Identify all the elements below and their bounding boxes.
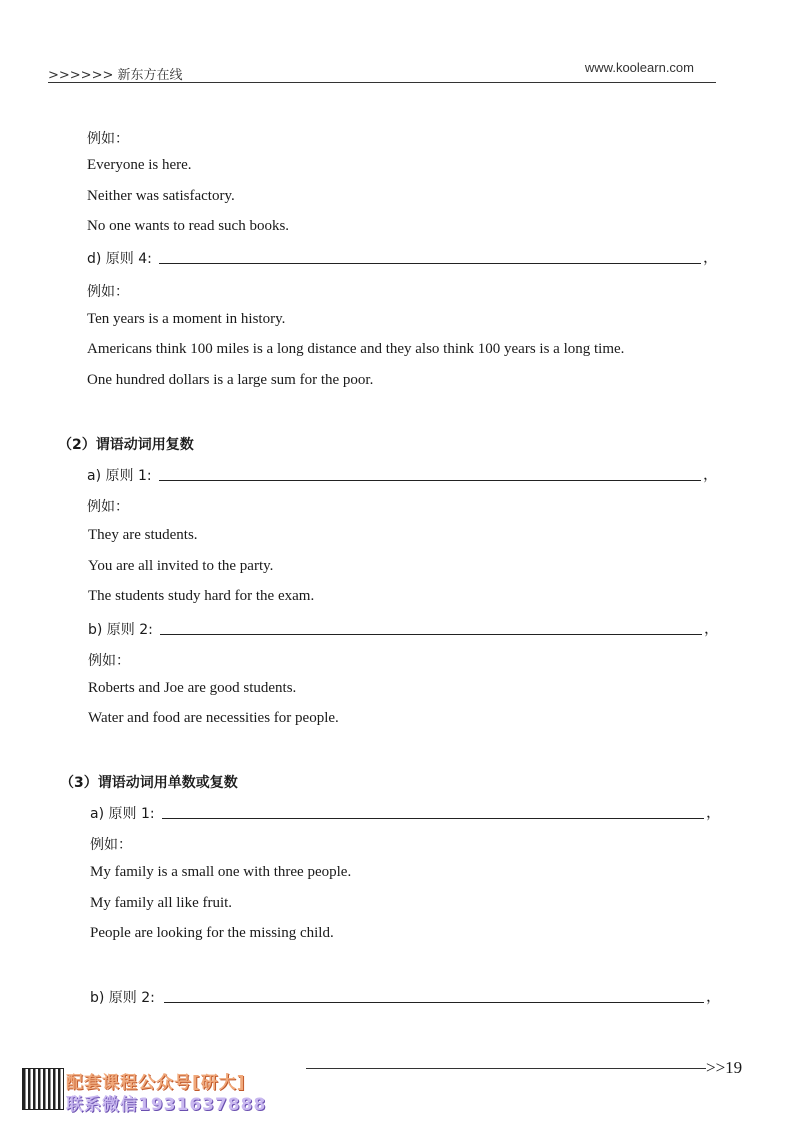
rule-comma: ，	[706, 989, 722, 1005]
footer-rule	[306, 1068, 706, 1069]
rule-label: a) 原则 1:	[87, 468, 152, 484]
example-sentence: People are looking for the missing child.	[90, 925, 334, 941]
header-url: www.koolearn.com	[584, 60, 694, 75]
section-title: （3）谓语动词用单数或复数	[60, 775, 238, 791]
example-sentence: Water and food are necessities for people.	[88, 710, 339, 726]
example-sentence: Ten years is a moment in history.	[87, 311, 286, 327]
header-brand: >>>>>> 新东方在线	[48, 68, 183, 83]
example-sentence: Roberts and Joe are good students.	[88, 680, 297, 696]
example-sentence: Neither was satisfactory.	[87, 188, 235, 204]
rule-comma: ，	[703, 467, 719, 483]
example-sentence: Americans think 100 miles is a long distance and they also think 100 years is a long time.	[87, 341, 625, 357]
example-sentence: Everyone is here.	[87, 157, 192, 173]
fill-in-blank[interactable]	[159, 480, 701, 481]
page-number: >>19	[706, 1058, 743, 1077]
example-label: 例如：	[87, 284, 129, 300]
rule-comma: ，	[704, 621, 720, 637]
example-sentence: You are all invited to the party.	[88, 558, 274, 574]
rule-label: d) 原则 4:	[87, 251, 152, 267]
example-label: 例如：	[88, 653, 130, 669]
fill-in-blank[interactable]	[160, 634, 702, 635]
example-sentence: My family is a small one with three people.	[90, 864, 352, 880]
example-label: 例如：	[90, 837, 132, 853]
rule-a	[90, 803, 722, 823]
rule-a	[87, 465, 719, 485]
rule-label: b) 原则 2:	[90, 990, 155, 1006]
promo-banner-line1: 配套课程公众号[研大]	[66, 1073, 246, 1093]
section-title: （2）谓语动词用复数	[58, 437, 194, 453]
example-sentence: They are students.	[88, 527, 198, 543]
example-label: 例如：	[87, 131, 129, 147]
rule-b	[88, 619, 720, 639]
example-sentence: No one wants to read such books.	[87, 218, 290, 234]
rule-comma: ，	[706, 805, 722, 821]
fill-in-blank[interactable]	[162, 818, 704, 819]
page-header	[48, 58, 716, 83]
example-sentence: My family all like fruit.	[90, 895, 233, 911]
rule-b	[90, 987, 722, 1007]
example-label: 例如：	[87, 499, 129, 515]
qr-code-image	[22, 1068, 64, 1110]
rule-comma: ，	[703, 250, 719, 266]
rule-label: b) 原则 2:	[88, 622, 153, 638]
rule-d	[87, 248, 719, 268]
rule-label: a) 原则 1:	[90, 806, 155, 822]
fill-in-blank[interactable]	[159, 263, 701, 264]
example-sentence: One hundred dollars is a large sum for the poor.	[87, 372, 374, 388]
fill-in-blank[interactable]	[164, 1002, 704, 1003]
example-sentence: The students study hard for the exam.	[88, 588, 315, 604]
promo-banner-line2: 联系微信1931637888	[66, 1095, 267, 1115]
